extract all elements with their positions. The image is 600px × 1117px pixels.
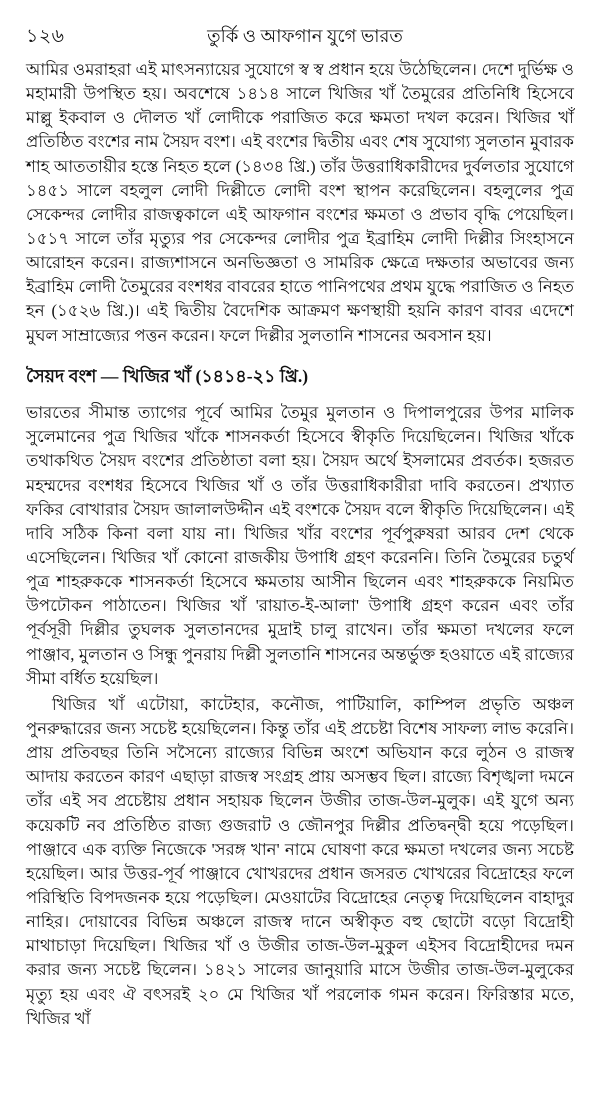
page-header — [26, 22, 574, 48]
paragraph-khizr-khan-campaigns: খিজির খাঁ এটোয়া, কাটেহার, কনৌজ, পাটিয়ালি, কাম্পিল প্রভৃতি অঞ্চল পুনরুদ্ধারের জন্য সচেষ্ট হয়েছিলেন। কিন্তু তাঁর এই প্রচেষ্টা বিশেষ সাফল্য লাভ করেনি। প্রায় প্রতিবছর তিনি সসৈন্যে রাজ্যের বিভিন্ন অংশে অভিযান করে লুঠন ও রাজস্ব আদায় করতেন কারণ এছাড়া রাজস্ব সংগ্রহ প্রায় অসম্ভব ছিল। রাজ্যে বিশৃঙ্খলা দমনে তাঁর এই সব প্রচেষ্টায় প্রধান সহায়ক ছিলেন উজীর তাজ-উল-মুলুক। এই যুগে অন্য কয়েকটি নব প্রতিষ্ঠিত রাজ্য গুজরাট ও জৌনপুর দিল্লীর প্রতিদ্বন্দ্বী হয়ে পড়েছিল। পাঞ্জাবে এক ব্যক্তি নিজেকে 'সরঙ্গ খান' নামে ঘোষণা করে ক্ষমতা দখলের জন্য সচেষ্ট হয়েছিল। আর উত্তর-পূর্ব পাঞ্জাবে খোখরদের প্রধান জসরত খোখরের বিদ্রোহের ফলে পরিস্থিতি বিপদজনক হয়ে পড়েছিল। মেওয়াটের বিদ্রোহের নেতৃত্ব দিয়েছিলেন বাহাদুর নাহির। দোয়াবের বিভিন্ন অঞ্চলে রাজস্ব দানে অস্বীকৃত বহু ছোটো বড়ো বিদ্রোহী মাথাচাড়া দিয়েছিল। খিজির খাঁ ও উজীর তাজ-উল-মুকুল এইসব বিদ্রোহীদের দমন করার জন্য সচেষ্ট ছিলেন। ১৪২১ সালের জানুয়ারি মাসে উজীর তাজ-উল-মুলুকের মৃত্যু হয় এবং ঐ বৎসরই ২০ মে খিজির খাঁ পরলোক গমন করেন। ফিরিস্তার মতে, খিজির খাঁ — [26, 694, 574, 1028]
paragraph-syed-dynasty: ভারতের সীমান্ত ত্যাগের পূর্বে আমির তৈমুর মুলতান ও দিপালপুরের উপর মালিক সুলেমানের পুত্র খিজির খাঁকে শাসনকর্তা হিসেবে স্বীকৃতি দিয়েছিলেন। খিজির খাঁকে তথাকথিত সৈয়দ বংশের প্রতিষ্ঠাতা বলা হয়। সৈয়দ অর্থে ইসলামের প্রবর্তক। হজরত মহম্মদের বংশধর হিসেবে খিজির খাঁ ও তাঁর উত্তরাধিকারীরা দাবি করতেন। প্রখ্যাত ফকির বোখারার সৈয়দ জালালউদ্দীন এই বংশকে সৈয়দ বলে স্বীকৃতি দিয়েছিলেন। এই দাবি সঠিক কিনা বলা যায় না। খিজির খাঁর বংশের পূর্বপুরুষরা আরব দেশ থেকে এসেছিলেন। খিজির খাঁ কোনো রাজকীয় উপাধি গ্রহণ করেননি। তিনি তৈমুরের চতুর্থ পুত্র শাহরুককে শাসনকর্তা হিসেবে ক্ষমতায় আসীন ছিলেন এবং শাহরুককে নিয়মিত উপঢৌকন পাঠাতেন। খিজির খাঁ 'রায়াত-ই-আলা' উপাধি গ্রহণ করেন এবং তাঁর পূর্বসূরী দিল্লীর তুঘলক সুলতানদের মুদ্রাই চালু রাখেন। তাঁর ক্ষমতা দখলের ফলে পাঞ্জাব, মুলতান ও সিন্ধু পুনরায় দিল্লী সুলতানি শাসনের অন্তর্ভুক্ত হওয়াতে এই রাজ্যের সীমা বর্ধিত হয়েছিল। — [26, 403, 574, 688]
paragraph-continuation: আমির ওমরাহরা এই মাৎসন্যায়ের সুযোগে স্ব স্ব প্রধান হয়ে উঠেছিলেন। দেশে দুর্ভিক্ষ ও মহামারী উপস্থিত হয়। অবশেষে ১৪১৪ সালে খিজির খাঁ তৈমুরের প্রতিনিধি হিসেবে মাল্লু ইকবাল ও দৌলত খাঁ লোদীকে পরাজিত করে ক্ষমতা দখল করেন। খিজির খাঁ প্রতিষ্ঠিত বংশের নাম সৈয়দ বংশ। এই বংশের দ্বিতীয় এবং শেষ সুযোগ্য সুলতান মুবারক শাহ আততায়ীর হস্তে নিহত হলে (১৪৩৪ খ্রি.) তাঁর উত্তরাধিকারীদের দুর্বলতার সুযোগে ১৪৫১ সালে বহলুল লোদী দিল্লীতে লোদী বংশ স্থাপন করেছিলেন। বহলুলের পুত্র সেকেন্দর লোদীর রাজত্বকালে এই আফগান বংশের ক্ষমতা ও প্রভাব বৃদ্ধি পেয়েছিল। ১৫১৭ সালে তাঁর মৃত্যুর পর সেকেন্দর লোদীর পুত্র ইব্রাহিম লোদী দিল্লীর সিংহাসনে আরোহন করেন। রাজ্যশাসনে অনভিজ্ঞতা ও সামরিক ক্ষেত্রে দক্ষতার অভাবের জন্য ইব্রাহিম লোদী তৈমুরের বংশধর বাবরের হাতে পানিপথের প্রথম যুদ্ধে পরাজিত ও নিহত হন (১৫২৬ খ্রি.)। এই দ্বিতীয় বৈদেশিক আক্রমণ ক্ষণস্থায়ী হয়নি কারণ বাবর এদেশে মুঘল সাম্রাজ্যের পত্তন করেন। ফলে দিল্লীর সুলতানি শাসনের অবসান হয়। — [26, 60, 574, 345]
section-heading: সৈয়দ বংশ — খিজির খাঁ (১৪১৪-২১ খ্রি.) — [26, 365, 309, 386]
running-title: তুর্কি ও আফগান যুগে ভারত — [207, 26, 403, 46]
page-number: ১২৬ — [26, 26, 65, 47]
page-body — [26, 58, 574, 1031]
